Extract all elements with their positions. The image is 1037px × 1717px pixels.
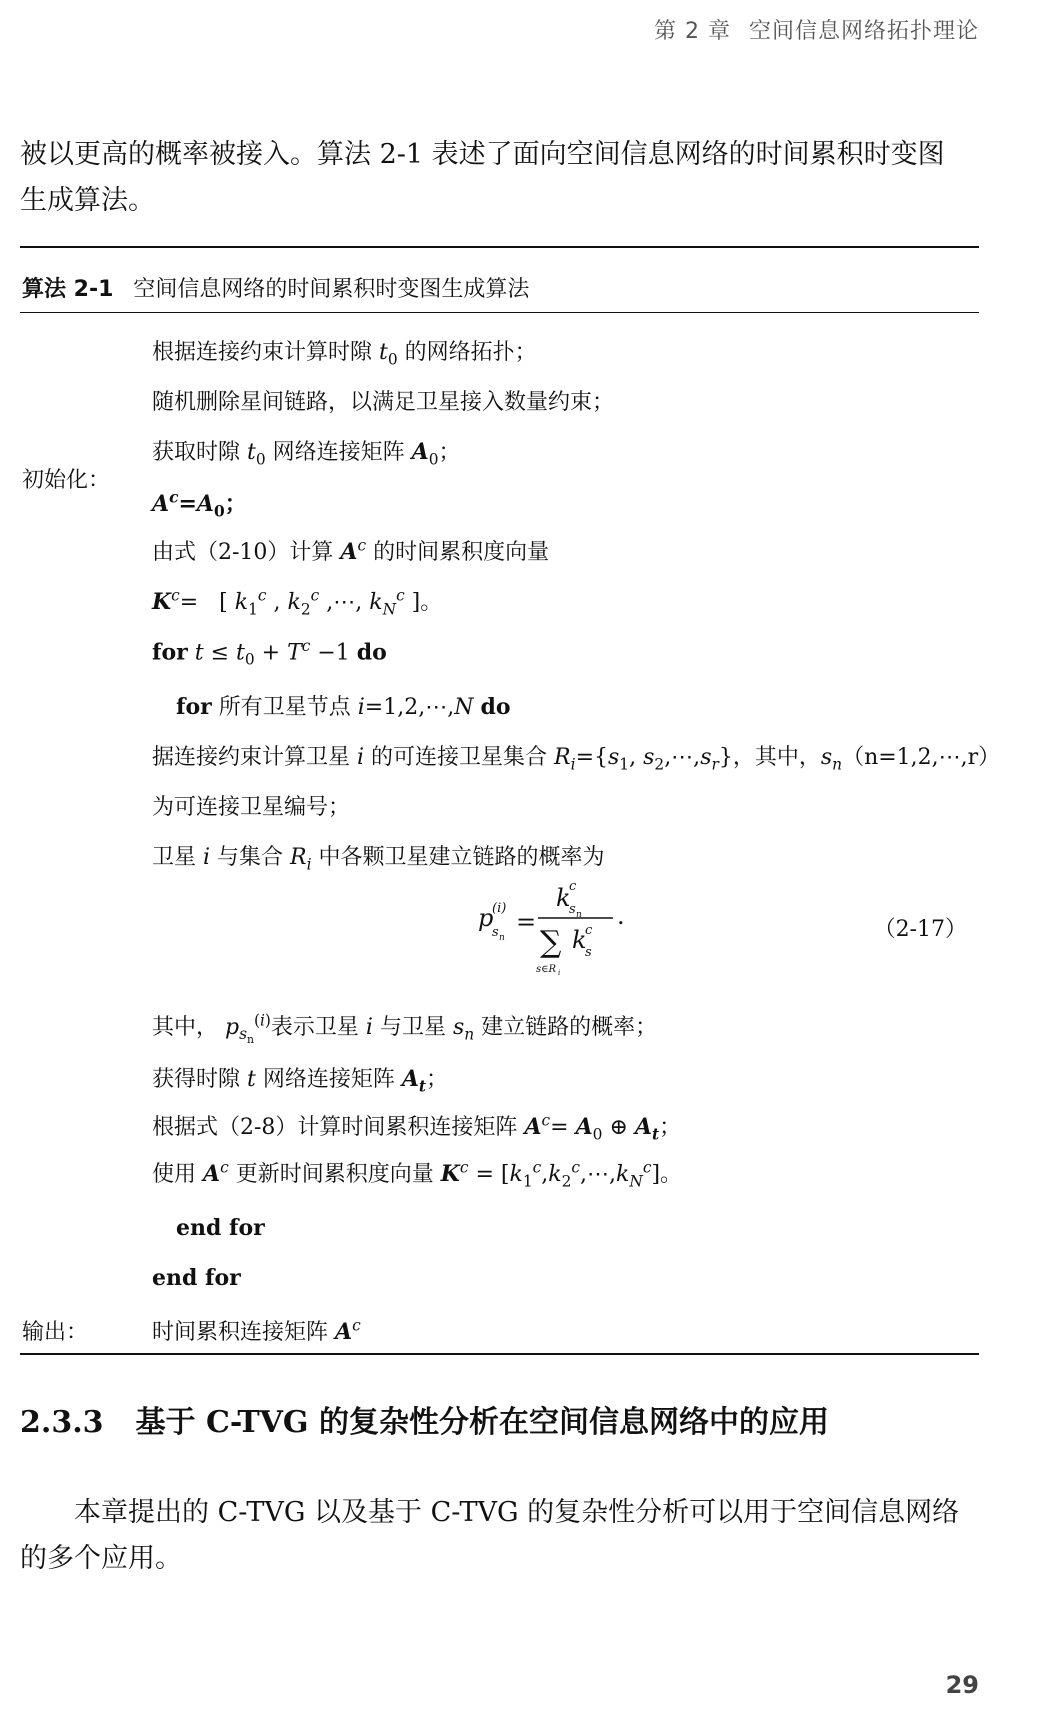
chapter-title: 空间信息网络拓扑理论 <box>748 19 979 44</box>
algo-line: for 所有卫星节点 i=1,2,⋯,N do <box>176 694 511 720</box>
svg-text:s∈R: s∈R <box>536 964 557 975</box>
algo-line: 根据连接约束计算时隙 $t_0$ 的网络拓扑； <box>152 340 537 369</box>
svg-text:k: k <box>572 926 587 954</box>
svg-text:n: n <box>576 910 582 920</box>
equation-2-17 <box>478 868 748 978</box>
svg-text:s: s <box>492 925 499 940</box>
algorithm-top-rule <box>20 246 979 248</box>
equation-number: （2-17） <box>873 917 967 942</box>
algo-line: $K^c=$ [ $k_1^c$ , $k_2^c$ ,⋯, $k_N^c$ ]。 <box>152 586 443 619</box>
svg-text:.: . <box>617 902 625 930</box>
section-number: 2.3.3 <box>20 1405 104 1440</box>
algorithm-bottom-rule <box>20 1353 979 1355</box>
svg-text:i: i <box>558 969 561 977</box>
algo-line: 据连接约束计算卫星 i 的可连接卫星集合 $R_i=\{s_1$, $s_2,\cdots,s_r$}，其中，$s_n(n=1,2,\cdots,r)$ <box>152 745 1001 774</box>
algo-line: 随机删除星间链路，以满足卫星接入数量约束； <box>152 390 615 415</box>
algorithm-caption <box>22 272 529 303</box>
intro-line-2: 生成算法。 <box>20 185 155 216</box>
intro-paragraph <box>20 132 979 224</box>
algo-line: 时间累积连接矩阵 $A^c$ <box>152 1316 361 1345</box>
running-header <box>654 14 979 45</box>
svg-text:c: c <box>585 923 593 938</box>
algo-line: for $t \le t_0 + T^c -1$ do <box>152 637 387 669</box>
body-paragraph <box>20 1490 979 1582</box>
svg-text:(i): (i) <box>492 901 507 916</box>
svg-text:n: n <box>499 933 505 943</box>
svg-text:c: c <box>569 879 577 894</box>
svg-text:k: k <box>556 884 571 912</box>
chapter-number: 第 2 章 <box>654 19 731 44</box>
algo-line: 根据式（2-8）计算时间累积连接矩阵 $A^c= A_0$ ⊕ $A_t$； <box>152 1111 682 1144</box>
output-label: 输出： <box>22 1320 89 1345</box>
svg-text:p: p <box>478 904 494 932</box>
algo-line: 其中， $p_{s_n}^{(i)}$表示卫星 i 与卫星 $s_n$ 建立链路的概率； <box>152 1011 658 1047</box>
algo-line: 由式（2-10）计算 $A^c$ 的时间累积度向量 <box>152 536 550 565</box>
svg-text:∑: ∑ <box>540 925 562 960</box>
algo-line: 卫星 i 与集合 $R_i$ 中各颗卫星建立链路的概率为 <box>152 845 605 874</box>
algo-line: $A^c=A_0$； <box>152 488 247 521</box>
algo-line: 获取时隙 $t_0$ 网络连接矩阵 $A_0$； <box>152 439 461 469</box>
page-number: 29 <box>945 1671 979 1699</box>
algorithm-header-rule <box>20 312 979 313</box>
section-title: 基于 C-TVG 的复杂性分析在空间信息网络中的应用 <box>135 1405 829 1440</box>
svg-text:s: s <box>585 945 592 960</box>
body-line-2: 的多个应用。 <box>20 1543 182 1574</box>
algorithm-label: 算法 2-1 <box>22 277 114 302</box>
section-heading <box>20 1397 829 1441</box>
algo-line: 为可连接卫星编号； <box>152 795 351 820</box>
svg-text:=: = <box>516 908 537 936</box>
algo-line: end for <box>176 1215 265 1241</box>
algo-line: 使用 $A^c$ 更新时间累积度向量 $K^c$ = $[k_1^c,k_2^c,\cdots,k_N^c]$。 <box>152 1158 683 1191</box>
init-label: 初始化： <box>22 468 111 493</box>
body-line-1: 本章提出的 C-TVG 以及基于 C-TVG 的复杂性分析可以用于空间信息网络 <box>74 1497 960 1528</box>
intro-line-1: 被以更高的概率被接入。算法 2-1 表述了面向空间信息网络的时间累积时变图 <box>20 139 945 170</box>
algo-line: end for <box>152 1265 241 1291</box>
algo-line: 获得时隙 t 网络连接矩阵 $A_t$； <box>152 1066 449 1096</box>
algorithm-title: 空间信息网络的时间累积时变图生成算法 <box>133 277 530 302</box>
svg-text:s: s <box>569 902 576 917</box>
